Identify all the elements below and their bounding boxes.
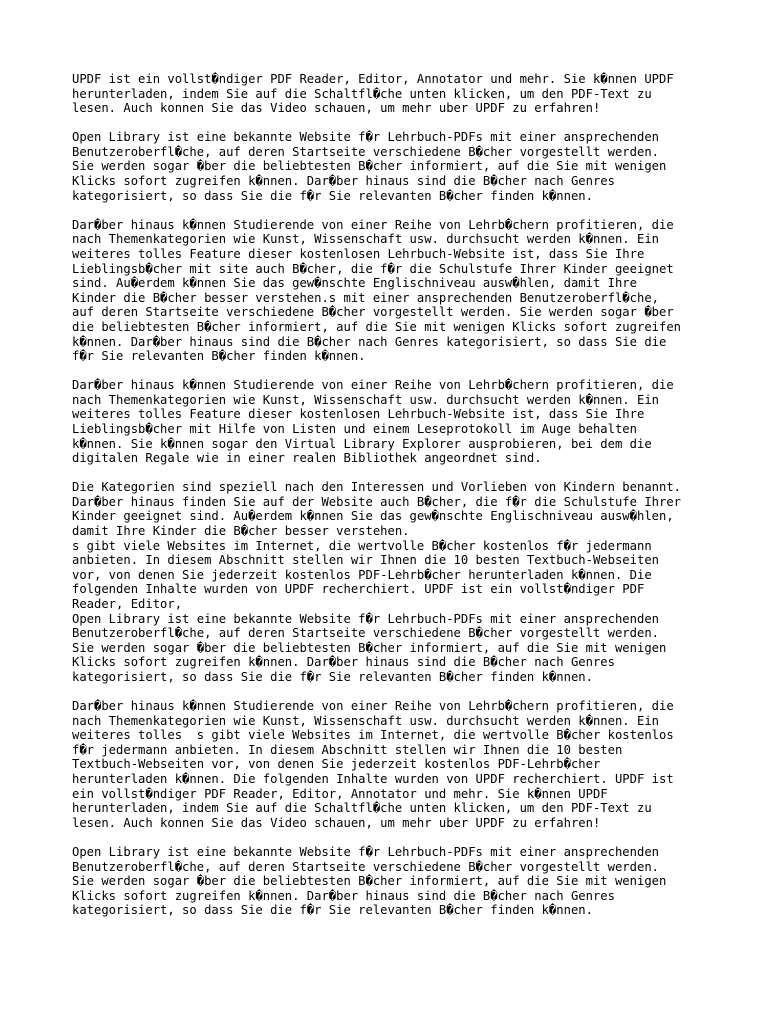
paragraph-7: Open Library ist eine bekannte Website f�r Lehrbuch-PDFs mit einer ansprechenden Benutzeroberfl�che, auf deren Startseite verschiedene B�cher vorgestellt werden. Sie werden sogar �ber die beliebtesten B�cher informiert, auf die Sie mit wenigen Klicks sofort zugreifen k�nnen. Dar�ber hinaus sind die B�cher nach Genres kategorisiert, so dass Sie die f�r Sie relevanten B�cher finden k�nnen. [72,844,667,918]
paragraph-5: Die Kategorien sind speziell nach den Interessen und Vorlieben von Kindern benannt. Dar�ber hinaus finden Sie auf der Website auch B�cher, die f�r die Schulstufe Ihrer Kinder geeignet sind. Au�erdem k�nnen Sie das gew�nschte Englischniveau ausw�hlen, damit Ihre Kinder die B�cher besser verstehen. s gibt viele Websites im Internet, die wertvolle B�cher kostenlos f�r jedermann anbieten. In diesem Abschnitt stellen wir Ihnen die 10 besten Textbuch-Webseiten vor, von denen Sie jederzeit kostenlos PDF-Lehrb�cher herunterladen k�nnen. Die folgenden Inhalte wurden von UPDF recherchiert. UPDF ist ein vollst�ndiger PDF Reader, Editor, Open Library ist eine bekannte Website f�r Lehrbuch-PDFs mit einer ansprechenden Benutzeroberfl�che, auf deren Startseite verschiedene B�cher vorgestellt werden. Sie werden sogar �ber die beliebtesten B�cher informiert, auf die Sie mit wenigen Klicks sofort zugreifen k�nnen. Dar�ber hinaus sind die B�cher nach Genres kategorisiert, so dass Sie die f�r Sie relevanten B�cher finden k�nnen. [72,480,682,684]
paragraph-2: Open Library ist eine bekannte Website f�r Lehrbuch-PDFs mit einer ansprechenden Benutzeroberfl�che, auf deren Startseite verschiedene B�cher vorgestellt werden. Sie werden sogar �ber die beliebtesten B�cher informiert, auf die Sie mit wenigen Klicks sofort zugreifen k�nnen. Dar�ber hinaus sind die B�cher nach Genres kategorisiert, so dass Sie die f�r Sie relevanten B�cher finden k�nnen. [72,130,667,203]
paragraph-3: Dar�ber hinaus k�nnen Studierende von einer Reihe von Lehrb�chern profitieren, die nach Themenkategorien wie Kunst, Wissenschaft usw. durchsucht werden k�nnen. Ein weiteres tolles Feature dieser kostenlosen Lehrbuch-Website ist, dass Sie Ihre Lieblingsb�cher mit site auch B�cher, die f�r die Schulstufe Ihrer Kinder geeignet sind. Au�erdem k�nnen Sie das gew�nschte Englischniveau ausw�hlen, damit Ihre Kinder die B�cher besser verstehen.s mit einer ansprechenden Benutzeroberfl�che, auf deren Startseite verschiedene B�cher vorgestellt werden. Sie werden sogar �ber die beliebtesten B�cher informiert, auf die Sie mit wenigen Klicks sofort zugreifen k�nnen. Dar�ber hinaus sind die B�cher nach Genres kategorisiert, so dass Sie die f�r Sie relevanten B�cher finden k�nnen. [72,217,682,364]
document-page [72,72,732,932]
paragraph-1: UPDF ist ein vollst�ndiger PDF Reader, Editor, Annotator und mehr. Sie k�nnen UPDF herunterladen, indem Sie auf die Schaltfl�che unten klicken, um den PDF-Text zu lesen. Auch konnen Sie das Video schauen, um mehr uber UPDF zu erfahren! [72,72,674,116]
paragraph-6: Dar�ber hinaus k�nnen Studierende von einer Reihe von Lehrb�chern profitieren, die nach Themenkategorien wie Kunst, Wissenschaft usw. durchsucht werden k�nnen. Ein weiteres tolles s gibt viele Websites im Internet, die wertvolle B�cher kostenlos f�r jedermann anbieten. In diesem Abschnitt stellen wir Ihnen die 10 besten Textbuch-Webseiten vor, von denen Sie jederzeit kostenlos PDF-Lehrb�cher herunterladen k�nnen. Die folgenden Inhalte wurden von UPDF recherchiert. UPDF ist ein vollst�ndiger PDF Reader, Editor, Annotator und mehr. Sie k�nnen UPDF herunterladen, indem Sie auf die Schaltfl�che unten klicken, um den PDF-Text zu lesen. Auch konnen Sie das Video schauen, um mehr uber UPDF zu erfahren! [72,699,674,830]
paragraph-4: Dar�ber hinaus k�nnen Studierende von einer Reihe von Lehrb�chern profitieren, die nach Themenkategorien wie Kunst, Wissenschaft usw. durchsucht werden k�nnen. Ein weiteres tolles Feature dieser kostenlosen Lehrbuch-Website ist, dass Sie Ihre Lieblingsb�cher mit Hilfe von Listen und einem Leseprotokoll im Auge behalten k�nnen. Sie k�nnen sogar den Virtual Library Explorer ausprobieren, bei dem die digitalen Regale wie in einer realen Bibliothek angeordnet sind. [72,378,674,466]
